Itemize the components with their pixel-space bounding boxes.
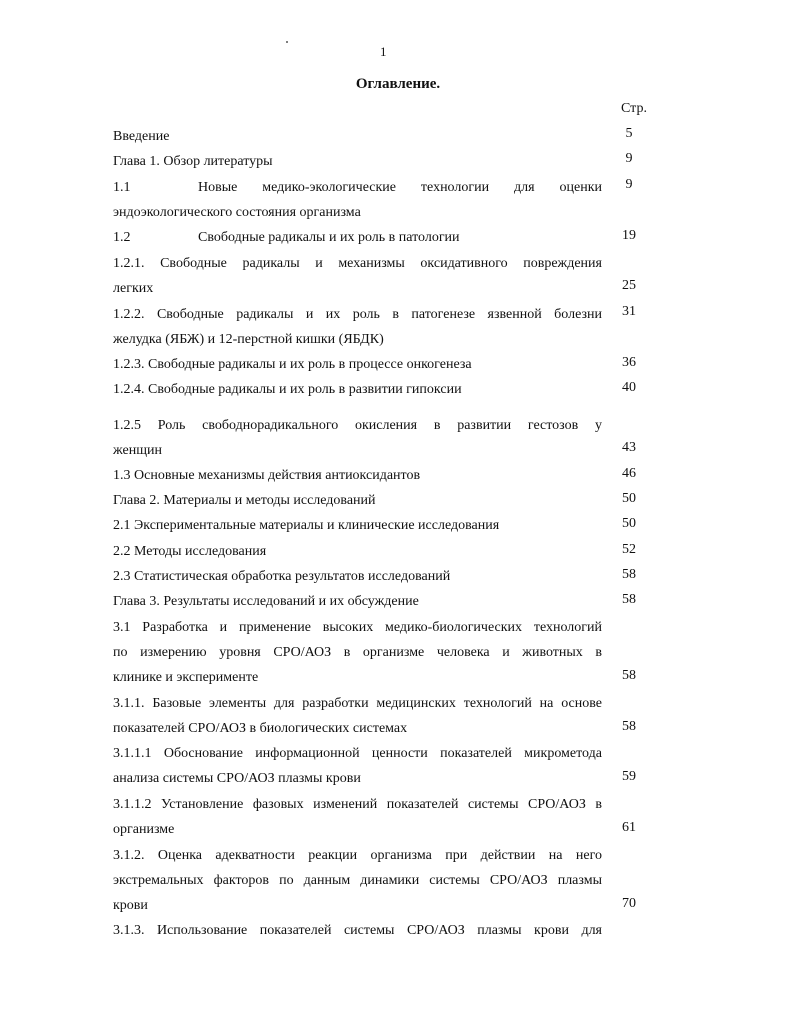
toc-entry-text: 3.1.1.2 Установление фазовых изменений показателей системы СРО/АОЗ в xyxy=(113,797,602,812)
toc-entry-page: 31 xyxy=(622,304,636,319)
page-column-header: Стр. xyxy=(621,101,647,116)
toc-entry-page: 52 xyxy=(622,542,636,557)
toc-entry-text-cont: экстремальных факторов по данным динамики системы СРО/АОЗ плазмы xyxy=(113,873,602,888)
toc-entry-page: 9 xyxy=(625,151,633,166)
toc-title: Оглавление. xyxy=(355,76,441,92)
toc-entry-text: 1.2.5 Роль свободнорадикального окисления в развитии гестозов у xyxy=(113,418,602,433)
toc-entry-page: 50 xyxy=(622,491,636,506)
toc-entry-page: 5 xyxy=(625,126,633,141)
scan-speck xyxy=(286,41,288,43)
toc-entry-text-cont: женщин xyxy=(113,443,162,458)
toc-entry-text-cont: эндоэкологического состояния организма xyxy=(113,205,361,220)
toc-entry-text-cont: желудка (ЯБЖ) и 12-перстной кишки (ЯБДК) xyxy=(113,332,384,347)
toc-entry-page: 25 xyxy=(622,278,636,293)
toc-entry-text: 1.2.4. Свободные радикалы и их роль в развитии гипоксии xyxy=(113,382,462,397)
toc-entry-text: 2.1 Экспериментальные материалы и клинические исследования xyxy=(113,518,500,533)
toc-entry-page: 58 xyxy=(622,668,636,683)
toc-entry-page: 50 xyxy=(622,516,636,531)
toc-entry-page: 40 xyxy=(622,380,636,395)
toc-entry-page: 61 xyxy=(622,820,636,835)
toc-entry-text: 3.1.3. Использование показателей системы СРО/АОЗ плазмы крови для xyxy=(113,923,602,938)
toc-entry-text: 2.3 Статистическая обработка результатов исследований xyxy=(113,569,451,584)
toc-entry-text-cont: анализа системы СРО/АОЗ плазмы крови xyxy=(113,771,361,786)
toc-entry-page: 70 xyxy=(622,896,636,911)
toc-entry-number: 1.2 xyxy=(113,230,131,245)
toc-entry-text-cont: по измерению уровня СРО/АОЗ в организме человека и животных в xyxy=(113,645,602,660)
toc-entry-page: 43 xyxy=(622,440,636,455)
toc-entry-text-cont: крови xyxy=(113,898,148,913)
toc-entry-page: 58 xyxy=(622,592,636,607)
toc-entry-text-cont: легких xyxy=(113,281,154,296)
toc-entry-text: Глава 1. Обзор литературы xyxy=(113,154,273,169)
toc-entry-text: Глава 2. Материалы и методы исследований xyxy=(113,493,376,508)
toc-entry-text: 3.1.2. Оценка адекватности реакции организма при действии на него xyxy=(113,848,602,863)
toc-entry-page: 58 xyxy=(622,567,636,582)
toc-entry-text: 3.1.1.1 Обоснование информационной ценности показателей микрометода xyxy=(113,746,602,761)
toc-entry-text-cont: показателей СРО/АОЗ в биологических системах xyxy=(113,721,408,736)
toc-entry-page: 59 xyxy=(622,769,636,784)
page-number: 1 xyxy=(380,44,387,59)
toc-entry-text: Новые медико-экологические технологии для оценки xyxy=(198,180,602,195)
toc-entry-text: Свободные радикалы и их роль в патологии xyxy=(198,230,460,245)
toc-entry-text: 3.1.1. Базовые элементы для разработки медицинских технологий на основе xyxy=(113,696,602,711)
toc-entry-text: Введение xyxy=(113,129,170,144)
toc-entry-text: 1.2.2. Свободные радикалы и их роль в патогенезе язвенной болезни xyxy=(113,307,602,322)
toc-entry-text: 1.2.3. Свободные радикалы и их роль в процессе онкогенеза xyxy=(113,357,472,372)
toc-entry-text-cont: клинике и эксперименте xyxy=(113,670,259,685)
toc-entry-text: 3.1 Разработка и применение высоких медико-биологических технологий xyxy=(113,620,602,635)
toc-entry-text-cont: организме xyxy=(113,822,175,837)
toc-entry-text: Глава 3. Результаты исследований и их обсуждение xyxy=(113,594,419,609)
toc-entry-text: 1.2.1. Свободные радикалы и механизмы оксидативного повреждения xyxy=(113,256,602,271)
toc-entry-text: 2.2 Методы исследования xyxy=(113,544,267,559)
toc-entry-page: 46 xyxy=(622,466,636,481)
toc-entry-page: 58 xyxy=(622,719,636,734)
toc-entry-page: 19 xyxy=(622,228,636,243)
toc-entry-text: 1.3 Основные механизмы действия антиоксидантов xyxy=(113,468,421,483)
toc-entry-page: 36 xyxy=(622,355,636,370)
toc-entry-page: 9 xyxy=(625,177,633,192)
toc-entry-number: 1.1 xyxy=(113,180,131,195)
